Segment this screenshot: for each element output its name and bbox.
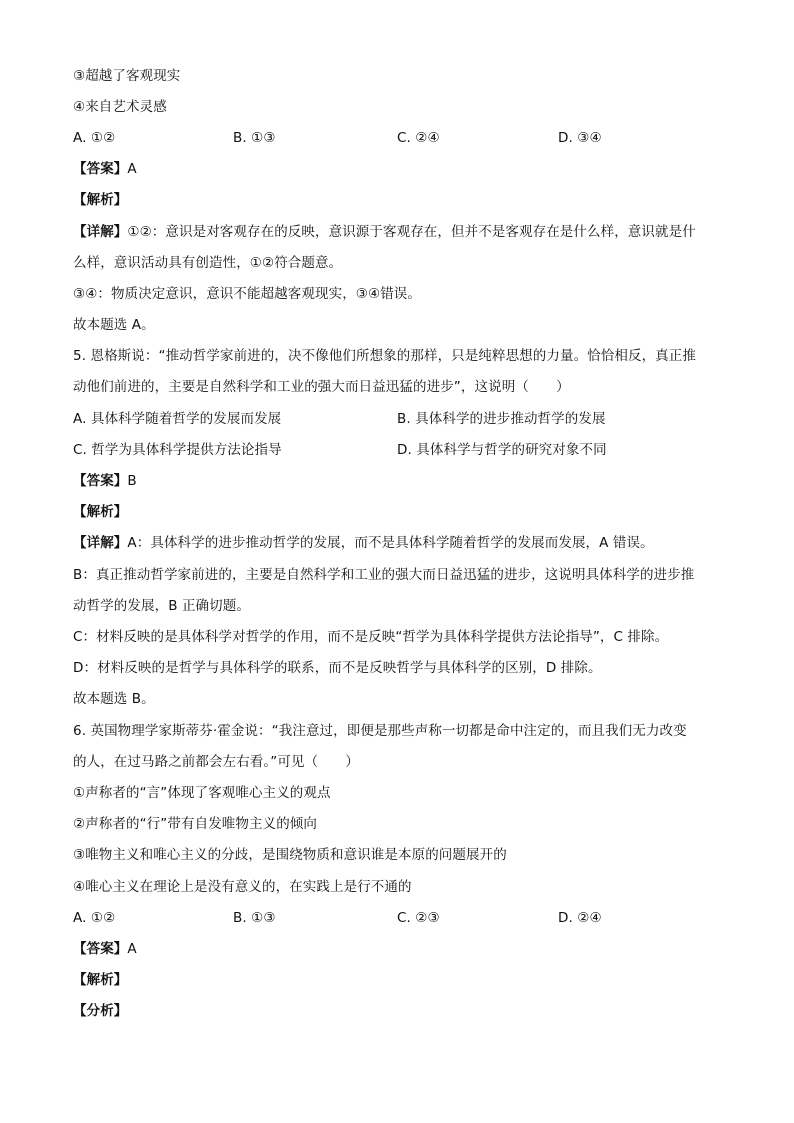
q5-option-b: B. 具体科学的进步推动哲学的发展	[397, 411, 606, 427]
q5-detail-d: D：材料反映的是哲学与具体科学的联系，而不是反映哲学与具体科学的区别，D 排除。	[73, 660, 602, 676]
q5-stem-line-1: 5. 恩格斯说：“推动哲学家前进的，决不像他们所想象的那样，只是纯粹思想的力量。恰恰相反，真正推	[73, 348, 696, 364]
detail-tag: 【详解】	[73, 535, 128, 551]
q4-answer	[73, 159, 137, 179]
q5-detail-b-line-2: 动哲学的发展，B 正确切题。	[73, 598, 250, 614]
q5-analysis-tag: 【解析】	[73, 504, 128, 520]
q6-option-a: A. ①②	[73, 910, 116, 926]
q5-detail-b-line-1: B：真正推动哲学家前进的，主要是自然科学和工业的强大而日益迅猛的进步，这说明具体科学的进步推	[73, 567, 695, 583]
q6-item-4: ④唯心主义在理论上是没有意义的，在实践上是行不通的	[73, 879, 412, 895]
answer-tag: 【答案】	[73, 161, 128, 177]
answer-value: B	[127, 473, 137, 489]
q6-option-d: D. ②④	[558, 910, 602, 926]
q4-option-a: A. ①②	[73, 130, 116, 146]
q6-option-b: B. ①③	[233, 910, 276, 926]
q4-item-4: ④来自艺术灵感	[73, 99, 167, 115]
q6-item-3: ③唯物主义和唯心主义的分歧，是围绕物质和意识谁是本原的问题展开的	[73, 847, 507, 863]
answer-tag: 【答案】	[73, 941, 128, 957]
q5-option-a: A. 具体科学随着哲学的发展而发展	[73, 411, 282, 427]
q4-conclusion: 故本题选 A。	[73, 317, 155, 333]
q5-stem-line-2: 动他们前进的，主要是自然科学和工业的强大而日益迅猛的进步”，这说明（ ）	[73, 379, 570, 395]
q6-analysis2-tag: 【分析】	[73, 1003, 128, 1019]
q6-analysis-tag: 【解析】	[73, 972, 128, 988]
q5-conclusion: 故本题选 B。	[73, 691, 155, 707]
q4-option-b: B. ①③	[233, 130, 276, 146]
q4-detail-line-2: 么样，意识活动具有创造性，①②符合题意。	[73, 255, 343, 271]
q4-option-c: C. ②④	[397, 130, 440, 146]
answer-value: A	[127, 161, 137, 177]
q6-item-1: ①声称者的“言”体现了客观唯心主义的观点	[73, 785, 331, 801]
q4-analysis-tag: 【解析】	[73, 192, 128, 208]
q5-answer	[73, 471, 137, 491]
q5-options-row-2	[73, 440, 733, 460]
q4-detail-line-3: ③④：物质决定意识，意识不能超越客观现实，③④错误。	[73, 286, 422, 302]
answer-tag: 【答案】	[73, 473, 128, 489]
q5-options-row-1	[73, 409, 733, 429]
q6-item-2: ②声称者的“行”带有自发唯物主义的倾向	[73, 816, 317, 832]
answer-value: A	[127, 941, 137, 957]
q5-detail-c: C：材料反映的是具体科学对哲学的作用，而不是反映“哲学为具体科学提供方法论指导”，C 排除。	[73, 629, 669, 645]
q5-option-d: D. 具体科学与哲学的研究对象不同	[397, 442, 607, 458]
q6-option-c: C. ②③	[397, 910, 440, 926]
q4-detail-line-1: 【详解】①②：意识是对客观存在的反映，意识源于客观存在，但并不是客观存在是什么样，意识就是什	[73, 224, 696, 240]
q6-answer	[73, 939, 137, 959]
q4-options	[73, 128, 733, 148]
q6-stem-line-1: 6. 英国物理学家斯蒂芬·霍金说：“我注意过，即便是那些声称一切都是命中注定的，而且我们无力改变	[73, 723, 687, 739]
q4-option-d: D. ③④	[558, 130, 602, 146]
q5-option-c: C. 哲学为具体科学提供方法论指导	[73, 442, 282, 458]
q4-item-3: ③超越了客观现实	[73, 68, 181, 84]
q6-options	[73, 908, 733, 928]
q5-detail-a: 【详解】A：具体科学的进步推动哲学的发展，而不是具体科学随着哲学的发展而发展，A 错误。	[73, 535, 654, 551]
detail-tag: 【详解】	[73, 224, 128, 240]
q6-stem-line-2: 的人，在过马路之前都会左右看。”可见（ ）	[73, 754, 359, 770]
